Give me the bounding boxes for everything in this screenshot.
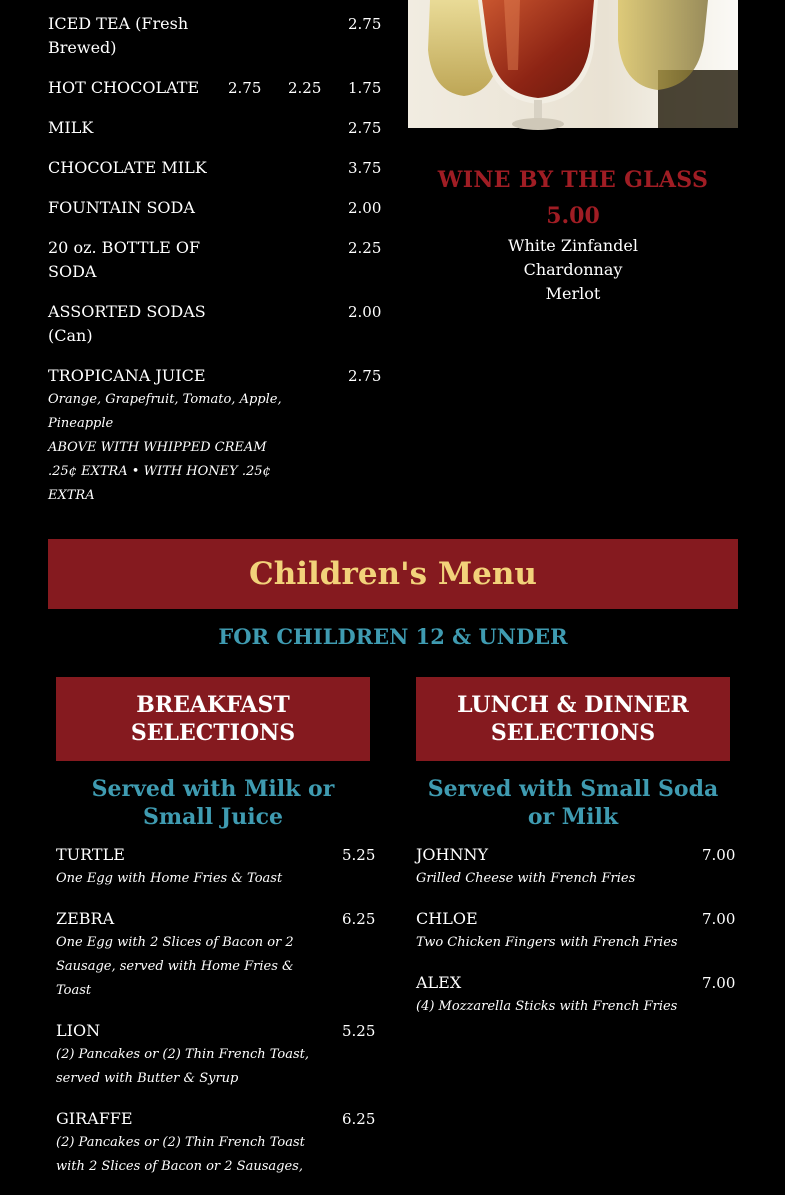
beverage-price-small: 1.75 [348,79,382,97]
menu-item-price: 6.25 [342,910,376,928]
menu-item [416,971,734,1019]
lunch-dinner-column [416,677,734,1035]
menu-item-description: Grilled Cheese with French Fries [416,871,636,886]
beverage-price: 3.75 [348,159,382,177]
beverage-price: 2.75 [348,15,382,33]
menu-item-description: (2) Pancakes or (2) Thin French Toast, served with Butter & Syrup [56,1047,310,1086]
menu-item-price: 5.25 [342,1022,376,1040]
beverage-description: Orange, Grapefruit, Tomato, Apple, Pineapple [48,392,282,431]
menu-item-name: JOHNNY [416,845,489,864]
beverage-name: CHOCOLATE MILK [48,158,207,177]
beverage-note: ABOVE WITH WHIPPED CREAM .25¢ EXTRA • WITH HONEY .25¢ EXTRA [48,440,271,503]
breakfast-column [56,677,374,1195]
wine-title: WINE BY THE GLASS [437,167,709,193]
menu-item-name: ZEBRA [56,909,115,928]
beverage-item [48,156,388,180]
beverage-price: 2.25 [348,239,382,257]
beverage-name: MILK [48,118,94,137]
menu-item-description: Two Chicken Fingers with French Fries [416,935,678,950]
wine-item: White Zinfandel [508,236,638,255]
beverage-item [48,116,388,140]
beverage-price-medium: 2.25 [288,79,322,97]
childrens-menu-banner [48,539,738,609]
menu-item-description: One Egg with 2 Slices of Bacon or 2 Sausage, served with Home Fries & Toast [56,935,294,998]
wine-item: Chardonnay [523,260,623,279]
menu-item-price: 7.00 [702,974,736,992]
menu-item-name: CHLOE [416,909,478,928]
menu-item-price: 5.25 [342,846,376,864]
wine-item: Merlot [545,284,601,303]
beverage-item [48,364,388,508]
beverage-name: FOUNTAIN SODA [48,198,195,217]
childrens-menu-title: Children's Menu [249,556,537,592]
lunch-dinner-heading: LUNCH & DINNER SELECTIONS [416,677,730,761]
beverage-name: ASSORTED SODAS (Can) [48,302,206,345]
menu-item-name: GIRAFFE [56,1109,133,1128]
childrens-menu-subtitle: FOR CHILDREN 12 & UNDER [218,624,568,649]
beverage-item [48,76,388,100]
breakfast-served-with: Served with Milk or Small Juice [91,776,335,830]
menu-item-price: 7.00 [702,910,736,928]
beverage-item [48,300,388,348]
breakfast-heading: BREAKFAST SELECTIONS [56,677,370,761]
menu-item-name: TURTLE [56,845,125,864]
wine-section [408,162,738,306]
menu-item [416,907,734,955]
beverage-item [48,12,388,60]
beverage-name: 20 oz. BOTTLE OF SODA [48,238,201,281]
beverage-name: ICED TEA (Fresh Brewed) [48,14,189,57]
menu-item-price: 7.00 [702,846,736,864]
menu-item [56,907,374,1003]
menu-item [56,1107,374,1179]
menu-item-name: LION [56,1021,101,1040]
menu-item-description: (4) Mozzarella Sticks with French Fries [416,999,678,1014]
beverage-item [48,236,388,284]
beverage-list [48,12,388,524]
menu-item [56,1019,374,1091]
beverage-price-large: 2.75 [228,79,262,97]
menu-item [56,843,374,891]
menu-item-description: One Egg with Home Fries & Toast [56,871,283,886]
menu-item-name: ALEX [416,973,462,992]
beverage-price: 2.75 [348,119,382,137]
beverage-price: 2.75 [348,367,382,385]
wine-price: 5.00 [546,203,600,229]
lunch-dinner-served-with: Served with Small Soda or Milk [427,776,719,830]
menu-item [416,843,734,891]
menu-item-description: (2) Pancakes or (2) Thin French Toast with 2 Slices of Bacon or 2 Sausages, [56,1135,305,1174]
beverage-item [48,196,388,220]
beverage-price: 2.00 [348,199,382,217]
beverage-name: HOT CHOCOLATE [48,78,200,97]
menu-item-price: 6.25 [342,1110,376,1128]
wine-photo [408,0,738,128]
beverage-price: 2.00 [348,303,382,321]
beverage-name: TROPICANA JUICE [48,366,206,385]
